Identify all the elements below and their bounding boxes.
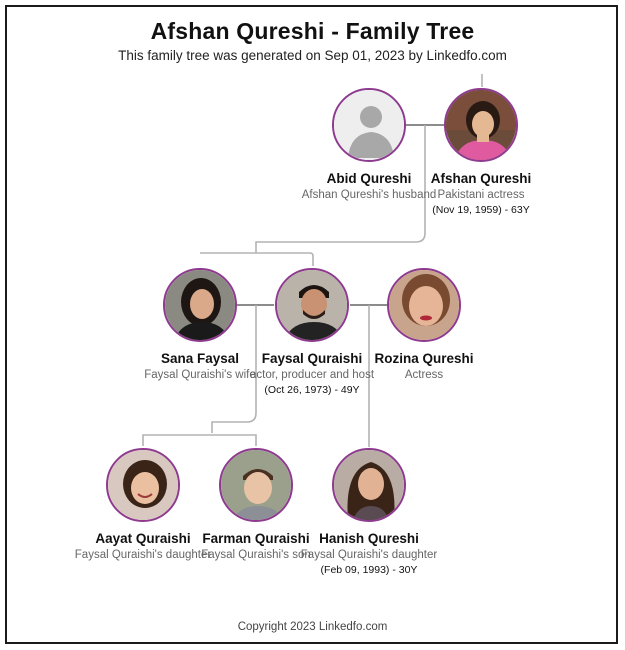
photo-rozina-qureshi[interactable] xyxy=(387,268,461,342)
person-name[interactable]: Hanish Qureshi xyxy=(319,531,419,546)
photo-aayat-quraishi[interactable] xyxy=(106,448,180,522)
person-relation: Faysal Quraishi's wife xyxy=(144,369,256,381)
photo-afshan-qureshi[interactable] xyxy=(444,88,518,162)
person-relation: Faysal Quraishi's daughter xyxy=(300,549,438,561)
person-name[interactable]: Sana Faysal xyxy=(160,351,240,366)
person-name[interactable]: Aayat Quraishi xyxy=(95,531,191,546)
person-name[interactable]: Rozina Qureshi xyxy=(374,351,474,366)
photo-sana-faysal[interactable] xyxy=(163,268,237,342)
photo-abid-qureshi[interactable] xyxy=(332,88,406,162)
faysal-sibling-bracket xyxy=(200,253,313,266)
person-rozina-qureshi xyxy=(339,351,509,381)
person-hanish-qureshi xyxy=(284,531,454,576)
person-dates: (Oct 26, 1973) - 49Y xyxy=(264,384,360,396)
person-relation: Faysal Quraishi's daughter xyxy=(74,549,212,561)
person-name[interactable]: Faysal Quraishi xyxy=(261,351,363,366)
person-relation: actor, producer and host xyxy=(249,369,375,381)
person-relation: Actress xyxy=(404,369,444,381)
person-name[interactable]: Afshan Qureshi xyxy=(430,171,532,186)
person-relation: Pakistani actress xyxy=(437,189,525,201)
page-subtitle: This family tree was generated on Sep 01, 2023 by Linkedfo.com xyxy=(118,48,507,63)
person-name[interactable]: Farman Quraishi xyxy=(202,531,310,546)
person-dates: (Nov 19, 1959) - 63Y xyxy=(432,204,530,216)
photo-hanish-qureshi[interactable] xyxy=(332,448,406,522)
photo-farman-quraishi[interactable] xyxy=(219,448,293,522)
footer-copyright: Copyright 2023 Linkedfo.com xyxy=(237,621,388,633)
person-name[interactable]: Abid Qureshi xyxy=(326,171,412,186)
children-bracket xyxy=(143,435,256,446)
photo-faysal-quraishi[interactable] xyxy=(275,268,349,342)
person-dates: (Feb 09, 1993) - 30Y xyxy=(320,564,418,576)
person-relation: Faysal Quraishi's son xyxy=(201,549,311,561)
person-relation: Afshan Qureshi's husband xyxy=(301,189,437,201)
person-afshan-qureshi xyxy=(396,171,566,216)
page-title: Afshan Qureshi - Family Tree xyxy=(150,18,475,44)
